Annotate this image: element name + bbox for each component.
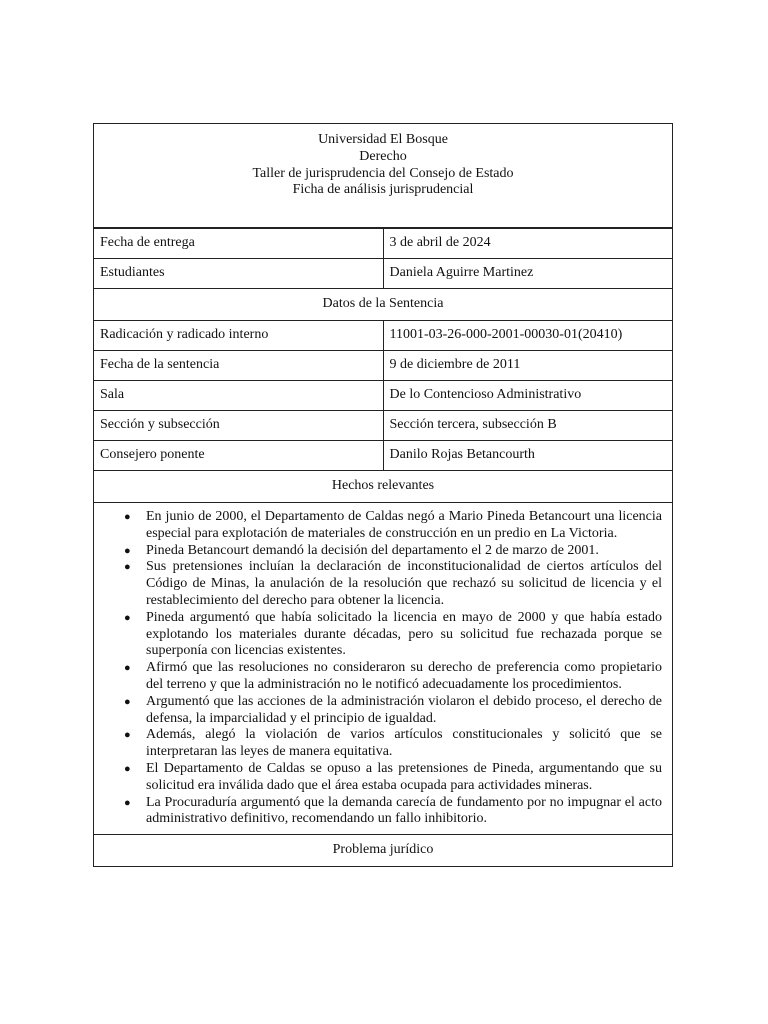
list-item: ● Argumentó que las acciones de la administración violaron el debido proceso, el derecho de defensa, la imparcialidad y el principio de igualdad. xyxy=(124,693,662,726)
faculty-name: Derecho xyxy=(359,148,407,164)
list-item: ● Además, alegó la violación de varios artículos constitucionales y solicitó que se interpretaran las leyes de manera equitativa. xyxy=(124,727,662,760)
form-header xyxy=(94,124,673,229)
field-label: Sección y subsección xyxy=(94,411,384,441)
list-item: ● Afirmó que las resoluciones no consideraron su derecho de preferencia como propietario del terreno y que la administración no le notificó adecuadamente los procedimientos. xyxy=(124,660,662,692)
row-fecha-entrega xyxy=(94,228,673,259)
bullet-icon: ● xyxy=(124,762,131,775)
field-value: Danilo Rojas Betancourth xyxy=(383,441,673,471)
list-item: ● Pineda argumentó que había solicitado la licencia en mayo de 2000 y que había estado explotando los materiales durante décadas, pero su solicitud fue rechazada porque se superponía con licencias existentes. xyxy=(124,609,662,659)
row-radicacion xyxy=(94,321,673,351)
bullet-icon: ● xyxy=(124,662,131,675)
facts-cell xyxy=(94,503,673,835)
section-heading-problema: Problema jurídico xyxy=(94,835,673,867)
document-title: Ficha de análisis jurisprudencial xyxy=(292,182,474,198)
list-item: ● Pineda Betancourt demandó la decisión del departamento el 2 de marzo de 2001. xyxy=(124,542,599,558)
list-item: ● La Procuraduría argumentó que la demanda carecía de fundamento por no impugnar el acto administrativo definitivo, recomendando un fallo inhibitorio. xyxy=(124,794,662,827)
field-value: 3 de abril de 2024 xyxy=(383,228,673,259)
course-name: Taller de jurisprudencia del Consejo de Estado xyxy=(252,165,514,181)
field-value: Sección tercera, subsección B xyxy=(383,411,673,441)
row-estudiantes xyxy=(94,259,673,289)
bullet-icon: ● xyxy=(124,695,131,708)
field-label: Radicación y radicado interno xyxy=(94,321,384,351)
facts-list xyxy=(122,509,662,828)
field-label: Consejero ponente xyxy=(94,441,384,471)
field-label: Sala xyxy=(94,381,384,411)
field-value: 11001-03-26-000-2001-00030-01(20410) xyxy=(383,321,673,351)
field-label: Fecha de la sentencia xyxy=(94,351,384,381)
bullet-icon: ● xyxy=(124,544,131,557)
bullet-icon: ● xyxy=(124,561,131,574)
bullet-icon: ● xyxy=(124,796,131,809)
section-heading-hechos: Hechos relevantes xyxy=(94,471,673,503)
bullet-icon: ● xyxy=(124,729,131,742)
field-value: De lo Contencioso Administrativo xyxy=(383,381,673,411)
field-value: Daniela Aguirre Martinez xyxy=(383,259,673,289)
field-label: Estudiantes xyxy=(94,259,384,289)
row-sala xyxy=(94,381,673,411)
analysis-form xyxy=(93,123,673,867)
field-value: 9 de diciembre de 2011 xyxy=(383,351,673,381)
section-heading-sentencia: Datos de la Sentencia xyxy=(94,289,673,321)
list-item: ● En junio de 2000, el Departamento de Caldas negó a Mario Pineda Betancourt una licencia especial para explotación de materiales de construcción en un predio en La Victoria. xyxy=(124,509,662,541)
university-name: Universidad El Bosque xyxy=(318,132,448,147)
bullet-icon: ● xyxy=(124,611,131,624)
row-consejero xyxy=(94,441,673,471)
row-seccion xyxy=(94,411,673,441)
form-table xyxy=(93,123,673,867)
list-item: ● Sus pretensiones incluían la declaración de inconstitucionalidad de ciertos artículos del Código de Minas, la anulación de la resolución que rechazó su solicitud de licencia y el restablecimiento del derecho para obtener la licencia. xyxy=(124,559,662,608)
bullet-icon: ● xyxy=(124,511,131,523)
field-label: Fecha de entrega xyxy=(94,228,384,259)
list-item: ● El Departamento de Caldas se opuso a las pretensiones de Pineda, argumentando que su solicitud era inválida dado que el área estaba ocupada para actividades mineras. xyxy=(124,760,662,793)
row-fecha-sentencia xyxy=(94,351,673,381)
